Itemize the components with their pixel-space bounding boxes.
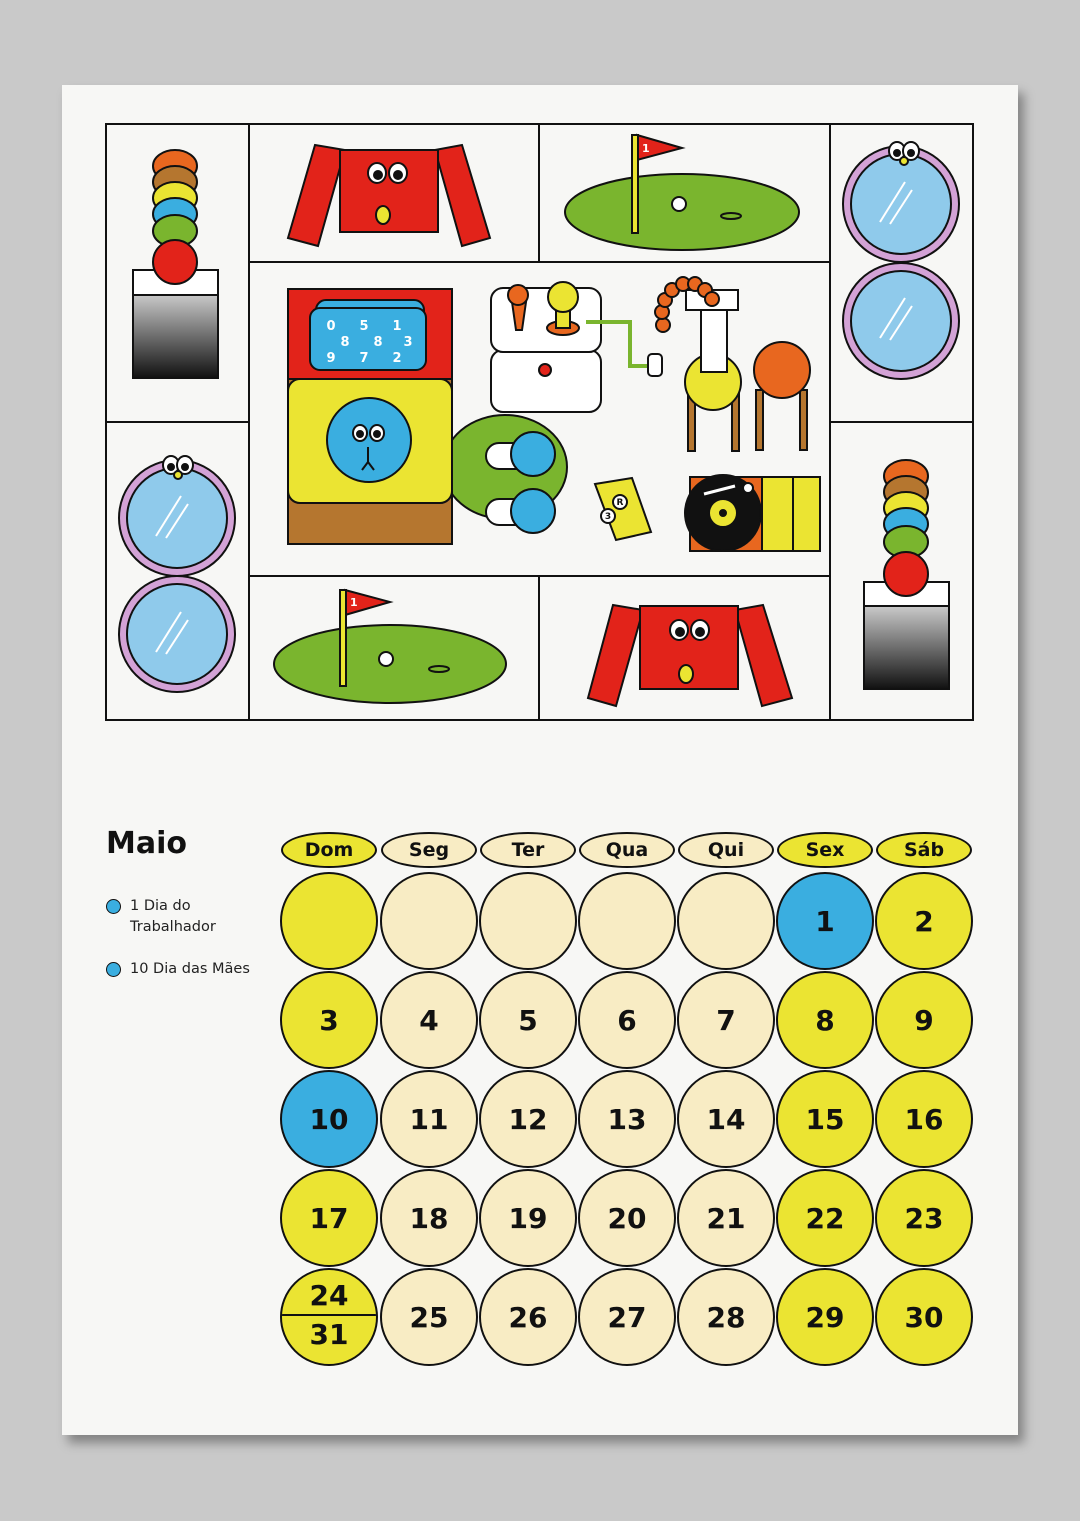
stacked-balls-icon (133, 150, 218, 378)
golf-green-icon (565, 135, 799, 250)
flag-number: 1 (642, 142, 650, 155)
stool-icon (655, 277, 810, 451)
day-cell: 14 (677, 1070, 775, 1168)
day-cell: 5 (479, 971, 577, 1069)
empty-day-cell (479, 872, 577, 970)
weekday-header: Ter (480, 832, 576, 868)
day-cell: 25 (380, 1268, 478, 1366)
control-panel-icon (491, 282, 662, 412)
day-cell: 21 (677, 1169, 775, 1267)
weekday-header: Qua (579, 832, 675, 868)
ticket-letter: R (616, 498, 624, 508)
day-cell: 7 (677, 971, 775, 1069)
ticket-letter: 3 (604, 512, 612, 522)
day-number: 24 (282, 1270, 376, 1316)
record-player-icon (685, 475, 820, 551)
holiday-legend (106, 896, 266, 1001)
day-cell: 12 (479, 1070, 577, 1168)
day-cell: 4 (380, 971, 478, 1069)
weekday-header: Dom (281, 832, 377, 868)
weekday-header: Qui (678, 832, 774, 868)
day-cell: 13 (578, 1070, 676, 1168)
ticket-icon (595, 478, 651, 540)
day-cell: 10 (280, 1070, 378, 1168)
empty-day-cell (380, 872, 478, 970)
day-cell (280, 1268, 378, 1366)
day-cell: 27 (578, 1268, 676, 1366)
golf-green-icon (274, 590, 506, 703)
flag-number: 1 (350, 596, 358, 609)
sweater-character-icon (288, 145, 490, 246)
board-number: 8 (373, 335, 383, 350)
day-cell: 30 (875, 1268, 973, 1366)
day-cell: 11 (380, 1070, 478, 1168)
mirror-character-icon (843, 142, 959, 379)
day-cell: 22 (776, 1169, 874, 1267)
day-cell: 8 (776, 971, 874, 1069)
board-number: 9 (326, 351, 336, 366)
legend-item (106, 896, 266, 938)
day-cell: 3 (280, 971, 378, 1069)
empty-day-cell (677, 872, 775, 970)
day-number: 31 (309, 1318, 349, 1352)
board-number: 1 (392, 319, 402, 334)
holiday-dot-icon (106, 899, 121, 914)
board-number: 3 (403, 335, 413, 350)
weekday-header: Sáb (876, 832, 972, 868)
empty-day-cell (578, 872, 676, 970)
board-number: 5 (359, 319, 369, 334)
day-cell: 29 (776, 1268, 874, 1366)
weekday-header: Seg (381, 832, 477, 868)
day-cell: 2 (875, 872, 973, 970)
day-cell: 6 (578, 971, 676, 1069)
sweater-character-icon (588, 605, 792, 706)
day-cell: 1 (776, 872, 874, 970)
board-number: 8 (340, 335, 350, 350)
legend-item (106, 959, 266, 980)
legend-text: 1 Dia do Trabalhador (130, 898, 216, 935)
day-cell: 23 (875, 1169, 973, 1267)
board-number: 2 (392, 351, 402, 366)
empty-day-cell (280, 872, 378, 970)
day-cell: 19 (479, 1169, 577, 1267)
day-cell: 9 (875, 971, 973, 1069)
day-cell: 17 (280, 1169, 378, 1267)
legend-text: 10 Dia das Mães (130, 961, 250, 977)
day-cell: 15 (776, 1070, 874, 1168)
day-cell: 18 (380, 1169, 478, 1267)
day-cell: 26 (479, 1268, 577, 1366)
weekday-header: Sex (777, 832, 873, 868)
day-cell: 20 (578, 1169, 676, 1267)
month-title: Maio (106, 826, 187, 861)
holiday-dot-icon (106, 962, 121, 977)
board-number: 7 (359, 351, 369, 366)
stacked-balls-icon (864, 460, 949, 689)
day-cell: 16 (875, 1070, 973, 1168)
day-cell: 28 (677, 1268, 775, 1366)
mirror-character-icon (119, 456, 235, 692)
board-number: 0 (326, 319, 336, 334)
